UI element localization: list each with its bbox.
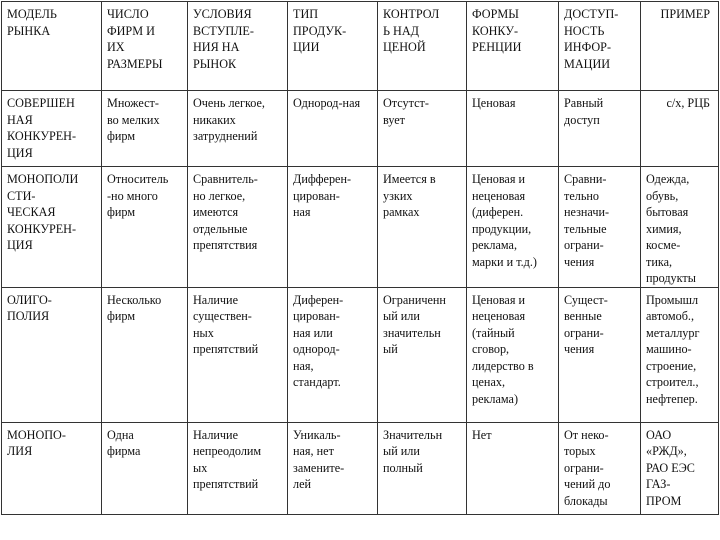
- table-cell: Значительн ый или полный: [378, 422, 467, 514]
- table-cell: Множест- во мелких фирм: [102, 91, 188, 167]
- table-cell: Очень легкое, никаких затруднений: [188, 91, 288, 167]
- table-cell: Несколько фирм: [102, 287, 188, 422]
- table-cell: Наличие непреодолим ых препятствий: [188, 422, 288, 514]
- market-models-table: [1, 1, 719, 515]
- table-cell: Относитель -но много фирм: [102, 167, 188, 288]
- table-cell: Имеется в узких рамках: [378, 167, 467, 288]
- table-row: [2, 287, 719, 422]
- header-cell: ПРИМЕР: [641, 2, 719, 91]
- table-cell: Равный доступ: [559, 91, 641, 167]
- table-row: [2, 91, 719, 167]
- table-cell: Однород-ная: [288, 91, 378, 167]
- table-cell: МОНОПОЛИ СТИ- ЧЕСКАЯ КОНКУРЕН- ЦИЯ: [2, 167, 102, 288]
- header-row: [2, 2, 719, 91]
- table-cell: Дифферен- цирован- ная: [288, 167, 378, 288]
- header-cell: КОНТРОЛ Ь НАД ЦЕНОЙ: [378, 2, 467, 91]
- table-cell: Промышл автомоб., металлург машино- строение, строител., нефтепер.: [641, 287, 719, 422]
- table-cell: ОЛИГО- ПОЛИЯ: [2, 287, 102, 422]
- table-cell: Сравни- тельно незначи- тельные ограни- чения: [559, 167, 641, 288]
- table-cell: Ценовая: [467, 91, 559, 167]
- header-cell: ФОРМЫ КОНКУ- РЕНЦИИ: [467, 2, 559, 91]
- table-cell: От неко- торых ограни- чений до блокады: [559, 422, 641, 514]
- table-cell: Отсутст- вует: [378, 91, 467, 167]
- table-cell: Ценовая и неценовая (тайный сговор, лидерство в ценах, реклама): [467, 287, 559, 422]
- header-cell: ЧИСЛО ФИРМ И ИХ РАЗМЕРЫ: [102, 2, 188, 91]
- table-row: [2, 167, 719, 288]
- header-cell: УСЛОВИЯ ВСТУПЛЕ- НИЯ НА РЫНОК: [188, 2, 288, 91]
- table-cell: Ценовая и неценовая (диферен. продукции, реклама, марки и т.д.): [467, 167, 559, 288]
- table-cell: МОНОПО- ЛИЯ: [2, 422, 102, 514]
- table-cell: Нет: [467, 422, 559, 514]
- table-cell: Наличие существен- ных препятствий: [188, 287, 288, 422]
- table-cell: Одна фирма: [102, 422, 188, 514]
- table-cell: Ограниченн ый или значительн ый: [378, 287, 467, 422]
- table-cell: Сущест- венные ограни- чения: [559, 287, 641, 422]
- table-cell: с/х, РЦБ: [641, 91, 719, 167]
- table-row: [2, 422, 719, 514]
- table-cell: Диферен- цирован- ная или однород- ная, стандарт.: [288, 287, 378, 422]
- table-cell: ОАО «РЖД», РАО ЕЭС ГАЗ- ПРОМ: [641, 422, 719, 514]
- table-cell: СОВЕРШЕН НАЯ КОНКУРЕН- ЦИЯ: [2, 91, 102, 167]
- header-cell: МОДЕЛЬ РЫНКА: [2, 2, 102, 91]
- table-cell: Уникаль- ная, нет замените- лей: [288, 422, 378, 514]
- header-cell: ТИП ПРОДУК- ЦИИ: [288, 2, 378, 91]
- header-cell: ДОСТУП- НОСТЬ ИНФОР- МАЦИИ: [559, 2, 641, 91]
- table-cell: Одежда, обувь, бытовая химия, косме- тика, продукты: [641, 167, 719, 288]
- table-cell: Сравнитель- но легкое, имеются отдельные препятствия: [188, 167, 288, 288]
